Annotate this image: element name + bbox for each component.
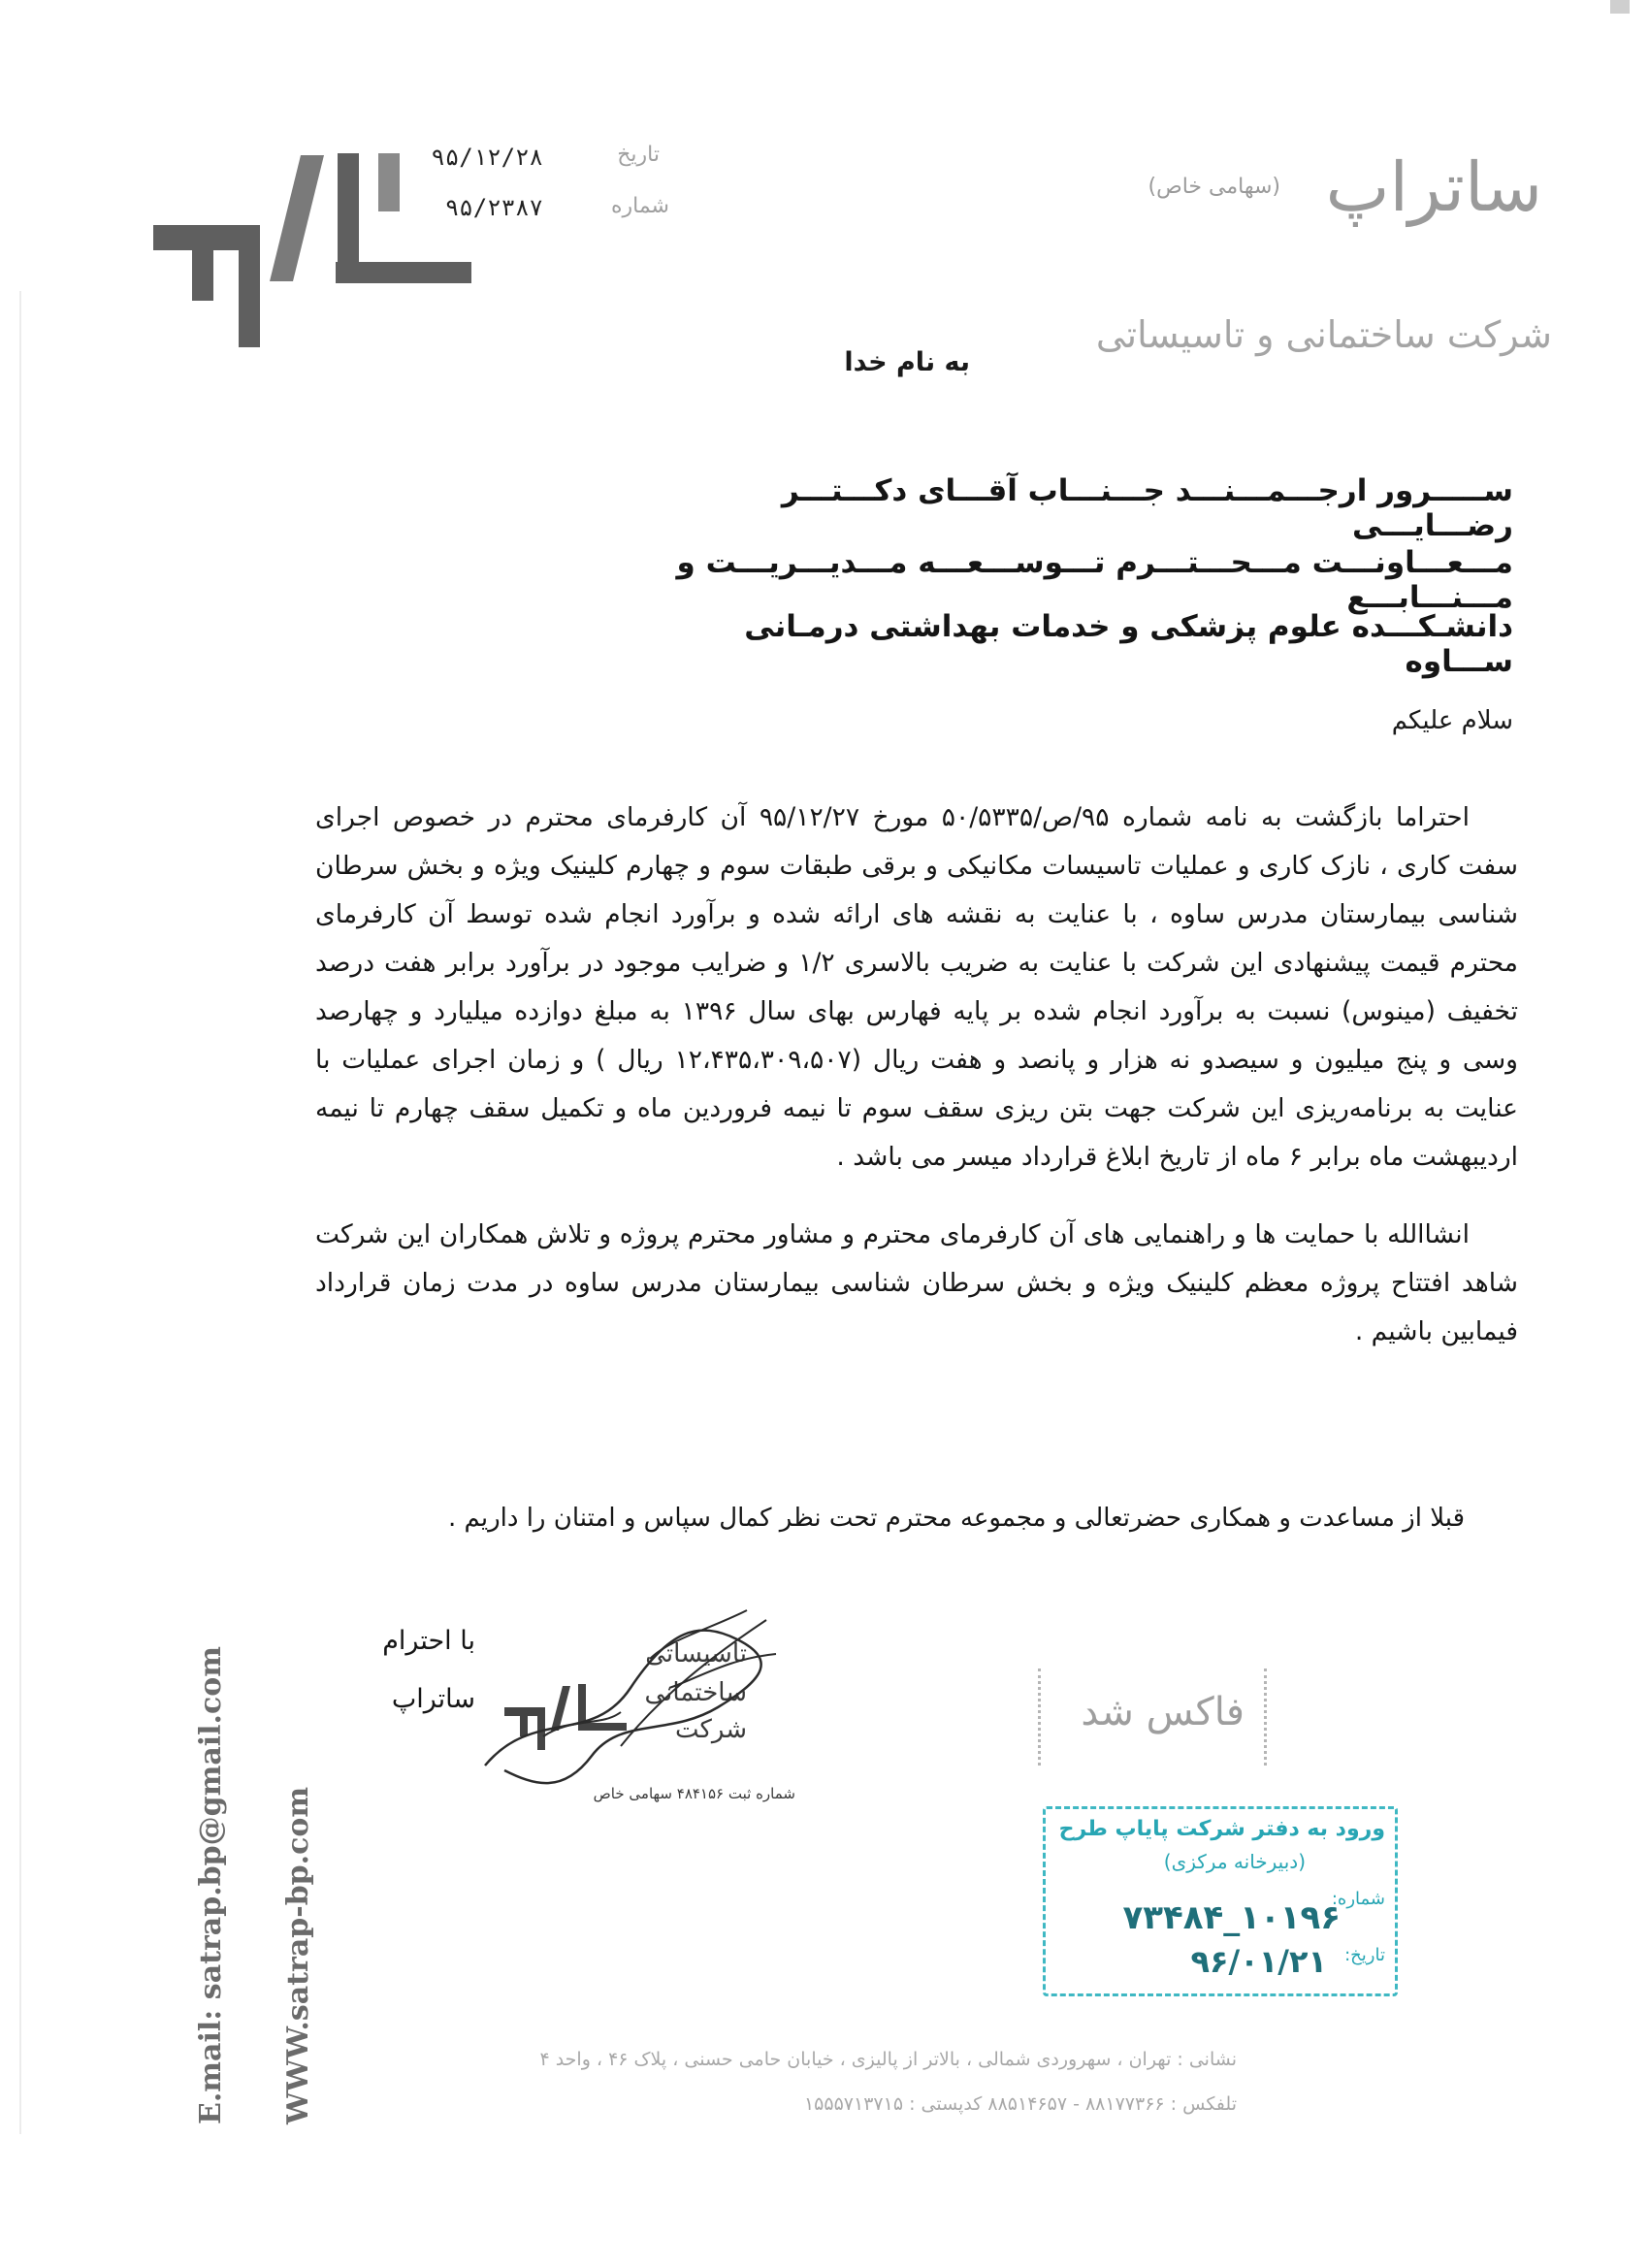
recipient-line-1: ســـــرور ارجـــمـــنـــد جـــنـــاب آقـــای دكـــتـــر رضـــايـــی	[781, 473, 1513, 543]
scan-streak-top	[1610, 0, 1630, 14]
letter-body	[315, 794, 1518, 1356]
company-subtitle: شرکت ساختمانی و تاسیساتی	[1095, 313, 1552, 356]
received-date-value: ۹۶/۰۱/۲۱	[1190, 1943, 1327, 1980]
scan-streak-left	[19, 291, 21, 2134]
received-stamp-subtitle: (دبیرخانه مرکزی)	[1163, 1850, 1306, 1873]
number-value: ۹۵/۲۳۸۷	[444, 194, 543, 221]
footer-email: E.mail: satrap.bp@gmail.com	[194, 1645, 228, 2124]
date-value: ۹۵/۱۲/۲۸	[431, 144, 543, 171]
received-stamp	[1043, 1806, 1398, 1996]
greeting: سلام علیکم	[1391, 706, 1513, 735]
seal-line-1: تاسیساتی	[645, 1639, 747, 1669]
recipient-line-2: مـــعـــاونـــت مـــحـــتـــرم تـــوســـعـــه مـــديـــريـــت و مـــنـــابـــع	[676, 545, 1513, 615]
footer-address: نشانی : تهران ، سهروردی شمالی ، بالاتر از پالیزی ، خیابان حامی حسنی ، پلاک ۴۶ ، واحد ۴	[539, 2049, 1237, 2070]
closing-regards: با احترام	[382, 1626, 475, 1656]
invocation: به نام خدا	[844, 347, 970, 377]
body-paragraph-1: احتراما بازگشت به نامه شماره ۹۵/ص/۵۰/۵۳۳۵ مورخ ۹۵/۱۲/۲۷ آن كارفرمای محترم در خصوص اجرای سفت كاری ، نازک كاری و عملیات تاسیسات مكانیكی و برقی طبقات سوم و چهارم كلینیک ویژه و بخش سرطان شناسی بیمارستان مدرس ساوه ، با عنایت به نقشه های ارائه شده و برآورد انجام شده توسط آن كارفرمای محترم قیمت پیشنهادی این شركت با عنایت به ضریب بالاسری ۱/۲ و ضرایب موجود در برآورد برابر هفت درصد تخفیف (مینوس) نسبت به برآورد انجام شده بر پایه فهارس بهای سال ۱۳۹۶ به مبلغ دوازده میلیارد و چهارصد وسی و پنج میلیون و سیصدو نه هزار و پانصد و هفت ریال (۱۲،۴۳۵،۳۰۹،۵۰۷ ریال ) و زمان اجرای عملیات با عنایت به برنامه‌ریزی این شركت جهت بتن ریزی سقف سوم تا نیمه فروردین ماه و تكمیل سقف چهارم تا نیمه اردیبهشت ماه برابر ۶ ماه از تاریخ ابلاغ قرارداد میسر می باشد .	[315, 802, 1518, 1172]
footer-phones: تلفکس : ۸۸۱۷۷۳۶۶ - ۸۸۵۱۴۶۵۷ کدپستی : ۱۵۵۵۷۱۳۷۱۵	[803, 2093, 1237, 2115]
seal-line-2: ساختمانی	[644, 1678, 747, 1707]
seal-registration: شماره ثبت ۴۸۴۱۵۶ سهامی خاص	[593, 1785, 795, 1802]
signature-name: ساتراپ	[391, 1684, 475, 1714]
handwritten-signature	[475, 1601, 795, 1795]
body-paragraph-2: انشاالله با حمایت ها و راهنمایی های آن كارفرمای محترم و مشاور محترم پروژه و تلاش همكاران این شركت شاهد افتتاح پروژه معظم كلینیک ویژه و بخش سرطان شناسی بیمارستان مدرس ساوه در مدت زمان قرارداد فیمابین باشیم .	[315, 1219, 1518, 1346]
received-stamp-title: ورود به دفتر شرکت پایاپ طرح	[1058, 1817, 1385, 1841]
fax-stamp	[1038, 1669, 1267, 1766]
received-number-value: ۱۰۱۹۶_۷۳۴۸۴	[1122, 1898, 1341, 1937]
company-type: (سهامی خاص)	[1148, 175, 1280, 199]
company-name: ساتراپ	[1325, 147, 1542, 227]
number-label: شماره	[610, 194, 669, 218]
date-label: تاریخ	[617, 143, 660, 167]
fax-stamp-text: فاکس شد	[1081, 1690, 1245, 1734]
footer-website: WWW.satrap-bp.com	[281, 1786, 315, 2124]
company-seal	[475, 1601, 795, 1814]
received-date-label: تاریخ:	[1344, 1945, 1385, 1965]
recipient-line-3: دانشـكـــده علوم پزشكی و خدمات بهداشتی درمـانی ســـاوه	[744, 609, 1513, 679]
received-number-label: شماره:	[1331, 1889, 1385, 1909]
seal-line-3: شرکت	[674, 1715, 747, 1744]
thanks-line: قبلا از مساعدت و همكاری حضرتعالی و مجموعه محترم تحت نظر كمال سپاس و امتنان را داریم .	[448, 1504, 1465, 1533]
